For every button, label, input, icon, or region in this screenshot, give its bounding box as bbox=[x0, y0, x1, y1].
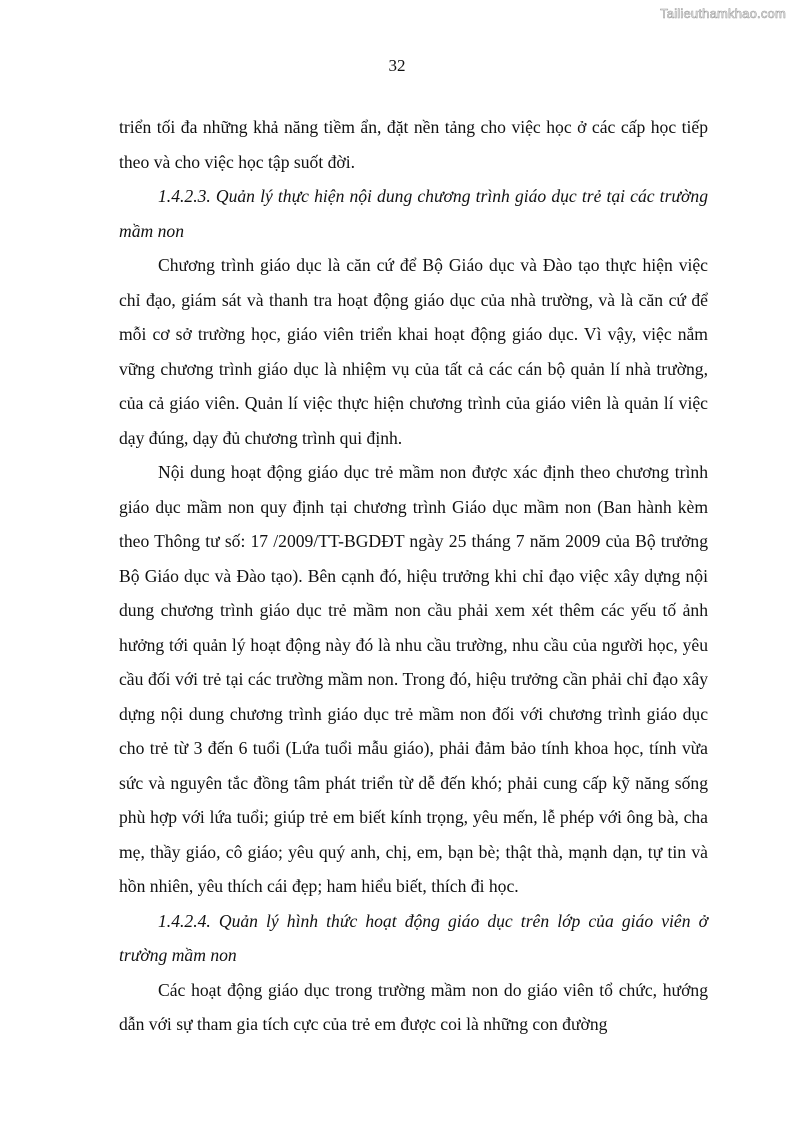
paragraph-continuation: triển tối đa những khả năng tiềm ẩn, đặt nền tảng cho việc học ở các cấp học tiếp theo và cho việc học tập suốt đời. bbox=[119, 117, 708, 172]
section-heading-1-4-2-4: 1.4.2.4. Quản lý hình thức hoạt động giáo dục trên lớp của giáo viên ở trường mầm non bbox=[119, 910, 708, 965]
watermark: Tailieuthamkhao.com bbox=[660, 6, 786, 21]
document-body bbox=[119, 110, 708, 1042]
paragraph-content-definition: Nội dung hoạt động giáo dục trẻ mầm non được xác định theo chương trình giáo dục mầm non quy định tại chương trình Giáo dục mầm non (Ban hành kèm theo Thông tư số: 17 /2009/TT-BGDĐT ngày 25 tháng 7 năm 2009 của Bộ trưởng Bộ Giáo dục và Đào tạo). Bên cạnh đó, hiệu trưởng khi chỉ đạo việc xây dựng nội dung chương trình giáo dục trẻ mầm non cầu phải xem xét thêm các yếu tố ảnh hưởng tới quản lý hoạt động này đó là nhu cầu trường, nhu cầu của người học, yêu cầu đối với trẻ tại các trường mầm non. Trong đó, hiệu trưởng cần phải chỉ đạo xây dựng nội dung chương trình giáo dục trẻ mầm non đối với chương trình giáo dục cho trẻ từ 3 đến 6 tuổi (Lứa tuổi mẫu giáo), phải đảm bảo tính khoa học, tính vừa sức và nguyên tắc đồng tâm phát triển từ dễ đến khó; phải cung cấp kỹ năng sống phù hợp với lứa tuổi; giúp trẻ em biết kính trọng, yêu mến, lễ phép với ông bà, cha mẹ, thầy giáo, cô giáo; yêu quý anh, chị, em, bạn bè; thật thà, mạnh dạn, tự tin và hồn nhiên, yêu thích cái đẹp; ham hiểu biết, thích đi học. bbox=[119, 462, 708, 896]
paragraph-activities: Các hoạt động giáo dục trong trường mầm non do giáo viên tổ chức, hướng dẫn với sự tham gia tích cực của trẻ em được coi là những con đường bbox=[119, 979, 708, 1034]
paragraph-program-basis: Chương trình giáo dục là căn cứ để Bộ Giáo dục và Đào tạo thực hiện việc chỉ đạo, giám sát và thanh tra hoạt động giáo dục của nhà trường, và là căn cứ để mỗi cơ sở trường học, giáo viên triển khai hoạt động giáo dục. Vì vậy, việc nắm vững chương trình giáo dục là nhiệm vụ của tất cả các cán bộ quản lí nhà trường, của cả giáo viên. Quản lí việc thực hiện chương trình của giáo viên là quản lí việc dạy đúng, dạy đủ chương trình qui định. bbox=[119, 255, 708, 448]
page-number: 32 bbox=[388, 56, 406, 75]
section-heading-1-4-2-3: 1.4.2.3. Quản lý thực hiện nội dung chương trình giáo dục trẻ tại các trường mầm non bbox=[119, 186, 708, 241]
